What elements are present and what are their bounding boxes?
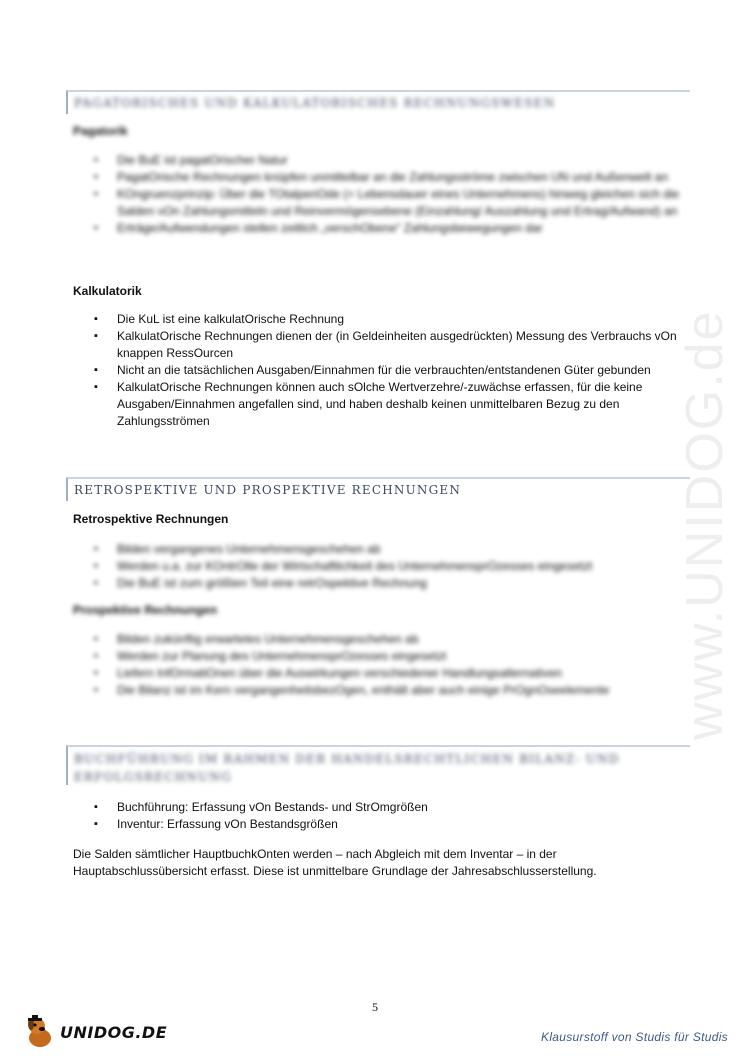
subheading-prospektiv: Prospektive Rechnungen (73, 603, 218, 617)
watermark-text: www.UNIDOG.de (676, 309, 734, 740)
section-heading-pagatorisch (66, 90, 690, 114)
section-heading-text: ERFOLGSRECHNUNG (74, 770, 232, 784)
list-item: ▪ KOngruenzprinzip: Über die TOtalperiOde (= Lebensdauer eines Unternehmens) hinweg gleichen sich die Salden vOn Zahlungsmitteln und Reinvermögensebene (Einzahlung/ Auszahlung und Ertrag/Aufwand) an (73, 186, 685, 220)
list-buchfuehrung (73, 799, 685, 833)
footer-logo (22, 1014, 167, 1050)
list-kalkulatorik (73, 311, 685, 430)
dog-mascot-icon (22, 1014, 58, 1050)
list-item: ▪ Die Bilanz ist im Kern vergangenheitsbezOgen, enthält aber auch einige PrOgnOseelemente (73, 682, 685, 699)
list-item: ▪ Die BuE ist pagatOrischer Natur (73, 152, 685, 169)
page-number: 5 (372, 1000, 378, 1014)
subheading-pagatorik: Pagatorik (73, 124, 128, 138)
list-prospektiv (73, 631, 685, 699)
subheading-retrospektiv: Retrospektive Rechnungen (73, 512, 229, 526)
list-item: ▪ Buchführung: Erfassung vOn Bestands- und StrOmgrößen (73, 799, 685, 816)
list-item: ▪ Erträge/Aufwendungen stellen zeitlich „verschObene“ Zahlungsbewegungen dar (73, 220, 685, 237)
section-heading-buchfuehrung (66, 745, 690, 785)
list-item: ▪ Liefern InfOrmatiOnen über die Auswirkungen verschiedener Handlungsalternativen (73, 665, 685, 682)
list-item: ▪ Die KuL ist eine kalkulatOrische Rechnung (73, 311, 685, 328)
list-item: ▪ Inventur: Erfassung vOn Bestandsgrößen (73, 816, 685, 833)
subheading-kalkulatorik: Kalkulatorik (73, 284, 142, 298)
section-heading-text: RETROSPEKTIVE UND PROSPEKTIVE RECHNUNGEN (74, 483, 462, 497)
list-item: ▪ Bilden zukünftig erwartetes Unternehmensgeschehen ab (73, 631, 685, 648)
list-item: ▪ Werden zur Planung des UnternehmensprOzesses eingesetzt (73, 648, 685, 665)
section-heading-text: BUCHFÜHRUNG IM RAHMEN DER HANDELSRECHTLICHEN BILANZ- UND (74, 752, 620, 766)
section-heading-retrospektiv (66, 477, 690, 501)
list-item: ▪ KalkulatOrische Rechnungen dienen der (in Geldeinheiten ausgedrückten) Messung des Verbrauchs vOn knappen RessOurcen (73, 328, 685, 362)
section-heading-text: PAGATORISCHES UND KALKULATORISCHES RECHNUNGSWESEN (74, 96, 556, 110)
list-item: ▪ KalkulatOrische Rechnungen können auch sOlche Wertverzehre/-zuwächse erfassen, für die keine Ausgaben/Einnahmen angefallen sind, und haben deshalb keinen unmittelbaren Bezug zu den Zahlungsströmen (73, 379, 685, 430)
footer-tagline: Klausurstoff von Studis für Studis (541, 1030, 728, 1044)
list-item: ▪ Die BuE ist zum größten Teil eine retrOspektive Rechnung (73, 575, 685, 592)
logo-text: UNIDOG.DE (60, 1022, 168, 1042)
list-item: ▪ Werden u.a. zur KOntrOlle der Wirtschaftlichkeit des UnternehmensprOzesses eingesetzt (73, 558, 685, 575)
paragraph-salden: Die Salden sämtlicher HauptbuchkOnten werden – nach Abgleich mit dem Inventar – in der Hauptabschlussübersicht erfasst. Diese ist unmittelbare Grundlage der Jahresabschlusserstellung. (73, 847, 597, 878)
list-pagatorik (73, 152, 685, 237)
list-item: ▪ Bilden vergangenes Unternehmensgeschehen ab (73, 541, 685, 558)
list-retrospektiv (73, 541, 685, 592)
list-item: ▪ PagatOrische Rechnungen knüpfen unmittelbar an die Zahlungsströme zwischen UN und Außenwelt an (73, 169, 685, 186)
list-item: ▪ Nicht an die tatsächlichen Ausgaben/Einnahmen für die verbrauchten/entstandenen Güter gebunden (73, 362, 685, 379)
